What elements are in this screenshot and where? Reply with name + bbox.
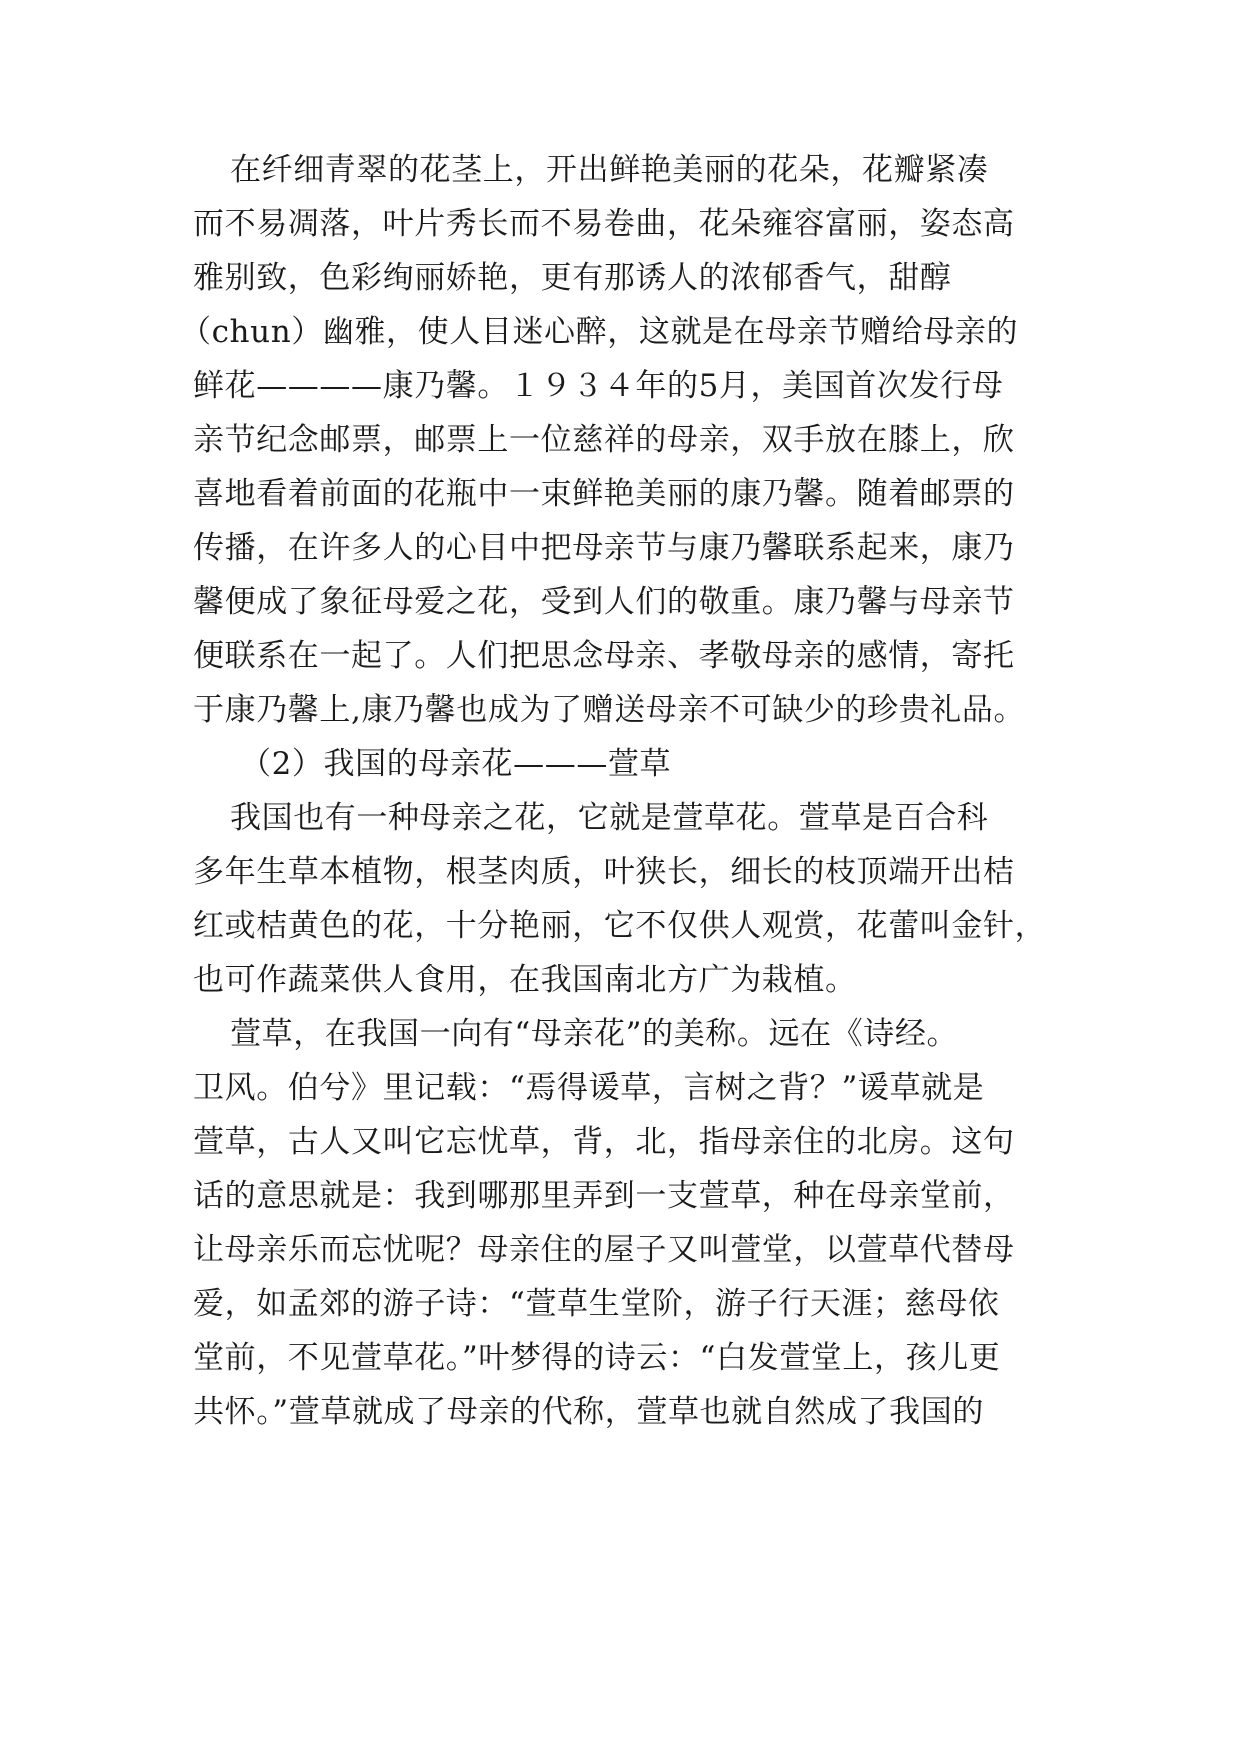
text-line: 雅别致，色彩绚丽娇艳，更有那诱人的浓郁香气，甜醇: [193, 260, 952, 296]
text-line: 堂前，不见萱草花。”叶梦得的诗云：“白发萱堂上，孩儿更: [193, 1340, 1001, 1376]
text-line: 亲节纪念邮票，邮票上一位慈祥的母亲，双手放在膝上，欣: [193, 422, 1015, 458]
section-heading: （2）我国的母亲花———萱草: [240, 746, 672, 782]
text-line: 爱，如孟郊的游子诗：“萱草生堂阶，游子行天涯；慈母依: [193, 1286, 1000, 1322]
text-line: 而不易凋落，叶片秀长而不易卷曲，花朵雍容富丽，姿态高: [193, 206, 1015, 242]
text-line: 萱草，古人又叫它忘忧草，背，北，指母亲住的北房。这句: [193, 1124, 1015, 1160]
text-line: 传播，在许多人的心目中把母亲节与康乃馨联系起来，康乃: [193, 530, 1015, 566]
text-line: （chun）幽雅，使人目迷心醉，这就是在母亲节赠给母亲的: [180, 314, 1019, 350]
text-line: 我国也有一种母亲之花，它就是萱草花。萱草是百合科: [230, 800, 989, 836]
text-line: 也可作蔬菜供人食用，在我国南北方广为栽植。: [193, 962, 857, 998]
text-line: 在纤细青翠的花茎上，开出鲜艳美丽的花朵，花瓣紧凑: [230, 152, 989, 188]
text-line: 让母亲乐而忘忧呢？母亲住的屋子又叫萱堂，以萱草代替母: [193, 1232, 1015, 1268]
text-line: 馨便成了象征母爱之花，受到人们的敬重。康乃馨与母亲节: [193, 584, 1015, 620]
text-line: 鲜花————康乃馨。１９３４年的5月，美国首次发行母: [193, 368, 1004, 404]
text-line: 共怀。”萱草就成了母亲的代称，萱草也就自然成了我国的: [193, 1394, 984, 1430]
text-line: 于康乃馨上,康乃馨也成为了赠送母亲不可缺少的珍贵礼品。: [193, 692, 1026, 728]
text-line: 话的意思就是：我到哪那里弄到一支萱草，种在母亲堂前，: [193, 1178, 1015, 1214]
text-line: 红或桔黄色的花，十分艳丽，它不仅供人观赏，花蕾叫金针，: [193, 908, 1047, 944]
text-line: 喜地看着前面的花瓶中一束鲜艳美丽的康乃馨。随着邮票的: [193, 476, 1015, 512]
text-line: 多年生草本植物，根茎肉质，叶狭长，细长的枝顶端开出桔: [193, 854, 1015, 890]
text-line: 便联系在一起了。人们把思念母亲、孝敬母亲的感情，寄托: [193, 638, 1015, 674]
text-line: 萱草，在我国一向有“母亲花”的美称。远在《诗经。: [230, 1016, 959, 1052]
text-line: 卫风。伯兮》里记载：“焉得谖草，言树之背？”谖草就是: [193, 1070, 985, 1106]
